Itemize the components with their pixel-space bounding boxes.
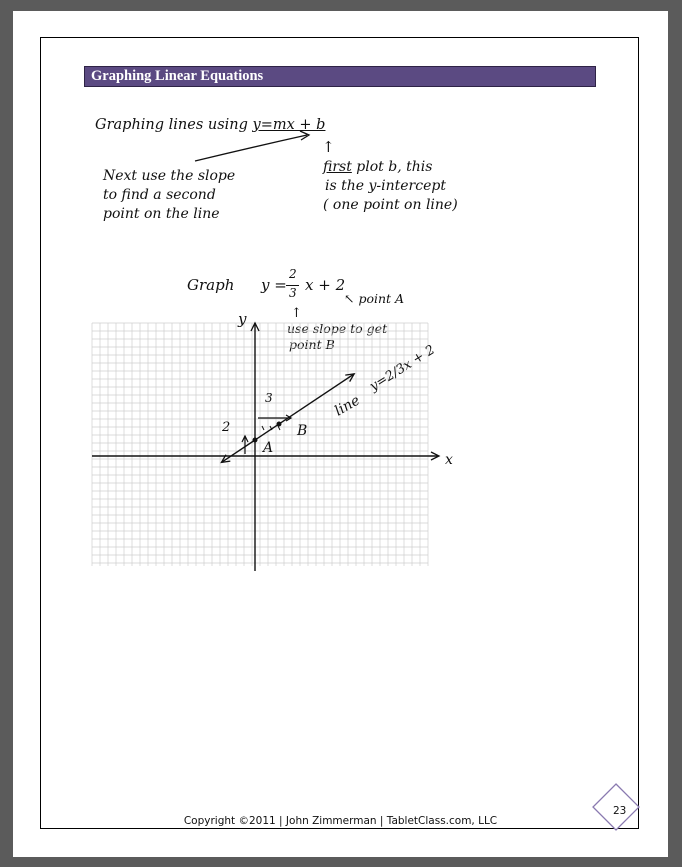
rise-label: 2 — [222, 420, 231, 435]
point-b — [277, 422, 282, 427]
line-arrow-end — [345, 374, 354, 382]
notes-heading-formula: y=mx + b — [252, 117, 326, 133]
point-a — [253, 438, 258, 443]
y-axis-label: y — [238, 310, 247, 328]
left-note-line-2: to find a second — [103, 187, 216, 203]
right-note-line-3: ( one point on line) — [323, 197, 458, 213]
x-axis-label: x — [445, 452, 453, 468]
right-note-line-2: is the y-intercept — [325, 178, 446, 194]
slope-up-arrow: ↑ — [291, 306, 302, 321]
line-equation-label: y=2/3x + 2 — [367, 342, 438, 395]
equation-rest: x + 2 — [305, 276, 346, 294]
right-note-first: first — [323, 159, 352, 175]
run-tick — [278, 426, 280, 430]
left-note-line-1: Next use the slope — [103, 168, 236, 184]
point-a-label: A — [263, 440, 274, 456]
point-a-note: ↖ point A — [344, 291, 405, 306]
formula-up-arrow: ↑ — [322, 138, 335, 156]
equation-numerator: 2 — [289, 267, 297, 281]
document-page — [13, 11, 668, 857]
equation-lhs: y = — [261, 276, 287, 294]
run-label: 3 — [265, 391, 273, 405]
equation-denominator: 3 — [289, 286, 297, 300]
slope-note-line-2: point B — [289, 337, 335, 352]
run-tick — [262, 426, 264, 430]
coordinate-grid — [92, 323, 428, 566]
section-title: Graphing Linear Equations — [84, 66, 596, 87]
graph-figure — [13, 11, 668, 857]
note-arrow — [195, 135, 307, 161]
line-label: line — [332, 392, 363, 420]
point-b-label: B — [297, 423, 308, 439]
notes-heading-prefix: Graphing lines using — [95, 117, 248, 133]
slope-note-line-1: use slope to get — [287, 321, 388, 336]
right-note-plot-b: plot b, this — [356, 159, 433, 175]
footer-copyright: Copyright ©2011 | John Zimmerman | TabletClass.com, LLC — [183, 815, 498, 827]
left-note-line-3: point on the line — [103, 206, 220, 222]
graph-word: Graph — [187, 276, 235, 294]
page-number: 23 — [613, 805, 627, 817]
